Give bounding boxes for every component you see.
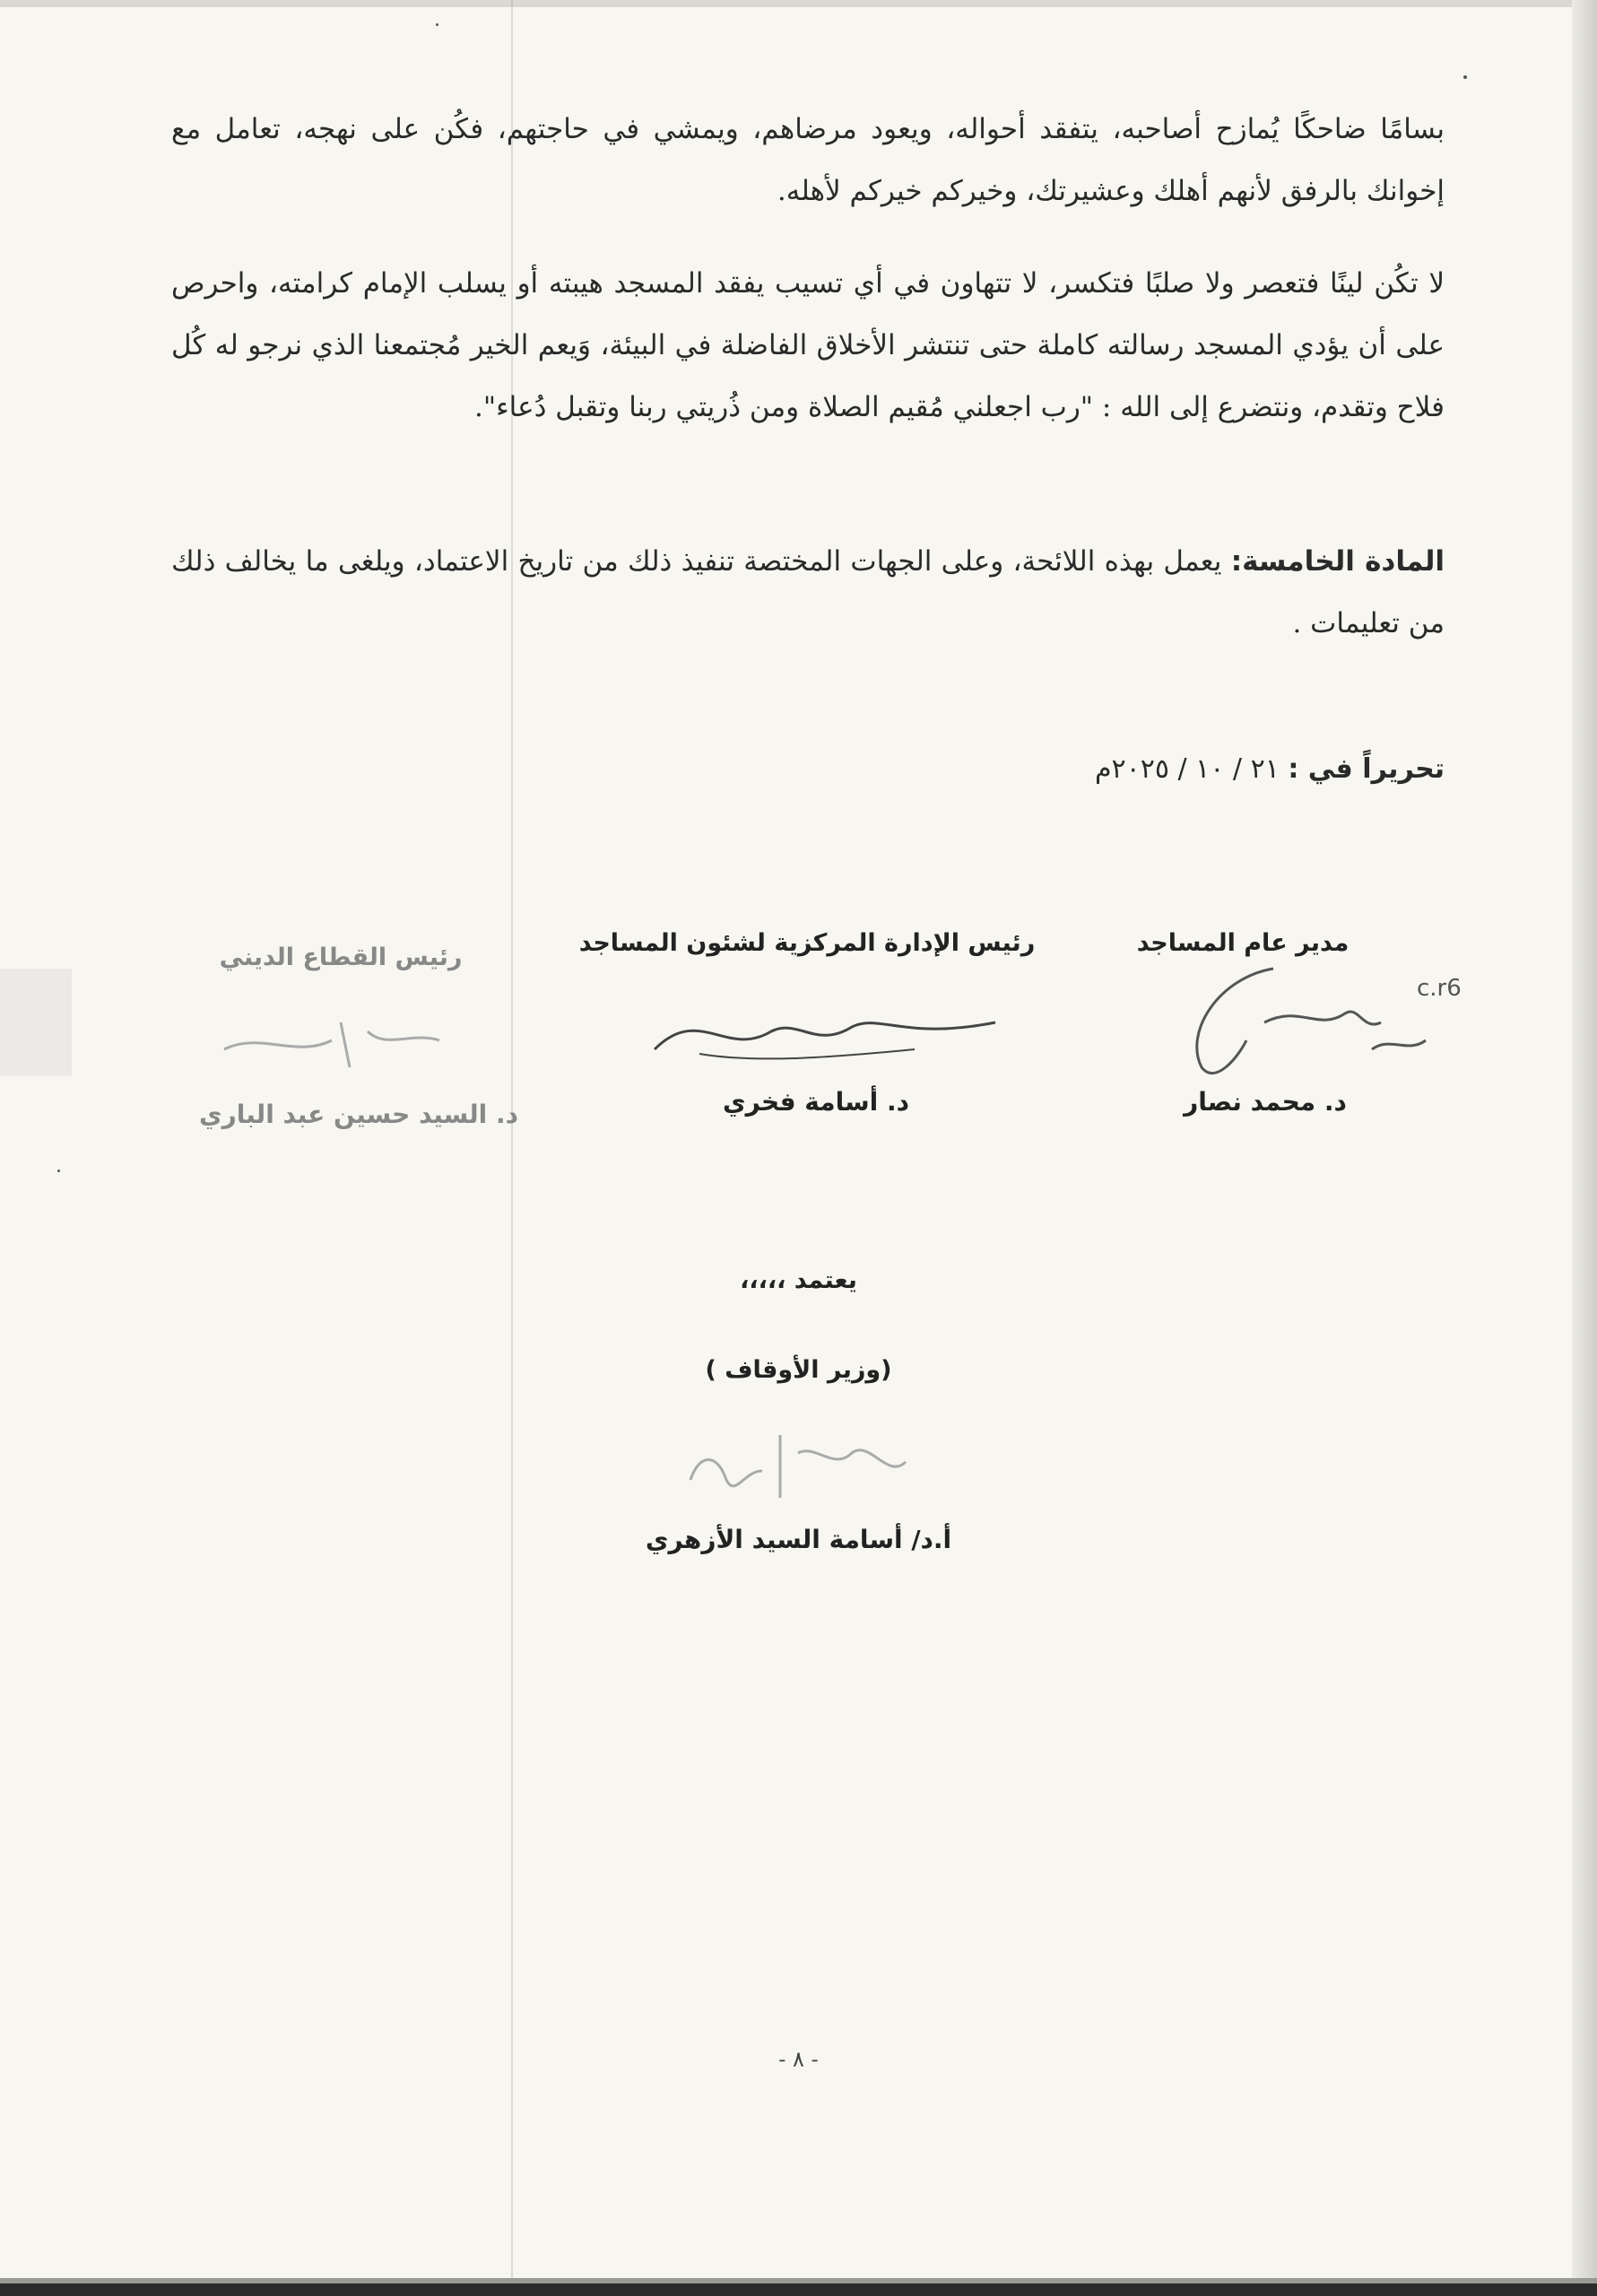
signatory-name: د. السيد حسين عبد الباري — [198, 1100, 519, 1129]
signature-block-central-administration — [574, 929, 1040, 957]
article-five — [171, 531, 1445, 655]
signatory-title: مدير عام المساجد — [1136, 929, 1350, 957]
handwritten-signature-2 — [646, 987, 1004, 1076]
scan-top-edge — [0, 0, 1597, 7]
svg-text:c.r6: c.r6 — [1417, 975, 1462, 1002]
scan-shadow — [0, 969, 72, 1076]
paragraph-1-text: بسامًا ضاحكًا يُمازح أصاحبه، يتفقد أحواله، ويعود مرضاهم، ويمشي في حاجتهم، فكُن على نهجه، تعامل مع إخوانك بالرفق لأنهم أهلك وعشيرتك، وخيركم خيركم لأهله. — [171, 113, 1445, 207]
handwritten-signature-3 — [206, 996, 475, 1085]
signature-name-general-manager — [1131, 1087, 1400, 1117]
scan-speck — [436, 23, 438, 26]
approval-label — [0, 1266, 1597, 1294]
signature-block-religious-sector — [197, 944, 484, 971]
date-label: تحريراً في : — [1288, 753, 1445, 785]
signatory-title: رئيس الإدارة المركزية لشئون المساجد — [578, 929, 1036, 957]
date-value: ٢١ / ١٠ / ٢٠٢٥م — [1094, 753, 1280, 785]
scan-speck — [1463, 75, 1467, 79]
signature-name-religious-sector — [188, 1100, 529, 1129]
signatory-title: رئيس القطاع الديني — [219, 944, 463, 971]
paragraph-2-text: لا تكُن لينًا فتعصر ولا صلبًا فتكسر، لا تتهاون في أي تسيب يفقد المسجد هيبته أو يسلب الإمام كرامته، واحرص على أن يؤدي المسجد رسالته كاملة حتى تنتشر الأخلاق الفاضلة في البيئة، وَيعم الخير مُجتمعنا الذي نرجو له كُل فلاح وتقدم، ونتضرع إلى الله : "رب اجعلني مُقيم الصلاة ومن ذُريتي ربنا وتقبل دُعاء". — [171, 267, 1445, 423]
minister-name-text: أ.د/ أسامة السيد الأزهري — [645, 1525, 952, 1554]
scan-speck — [57, 1170, 60, 1172]
signatory-name: د. أسامة فخري — [722, 1087, 910, 1117]
page-number-text: - ٨ - — [778, 2047, 819, 2072]
scan-right-edge — [1572, 0, 1597, 2296]
body-paragraph-2 — [171, 253, 1445, 439]
minister-name — [0, 1525, 1597, 1554]
page-number — [0, 2047, 1597, 2072]
body-paragraph-1 — [171, 99, 1445, 222]
handwritten-signature-1 — [1166, 951, 1489, 1094]
handwritten-signature-minister — [664, 1417, 933, 1516]
minister-title — [0, 1356, 1597, 1384]
issue-date — [1095, 753, 1445, 785]
approval-text: يعتمد ،،،،، — [740, 1266, 857, 1294]
signature-name-central-administration — [699, 1087, 933, 1117]
article-text: يعمل بهذه اللائحة، وعلى الجهات المختصة تنفيذ ذلك من تاريخ الاعتماد، ويلغى ما يخالف ذلك من تعليمات . — [171, 545, 1445, 639]
article-label: المادة الخامسة: — [1230, 545, 1445, 578]
scan-bottom-edge — [0, 2283, 1597, 2296]
signatory-name: د. محمد نصار — [1184, 1087, 1347, 1117]
minister-title-text: (وزير الأوقاف ) — [705, 1356, 892, 1384]
